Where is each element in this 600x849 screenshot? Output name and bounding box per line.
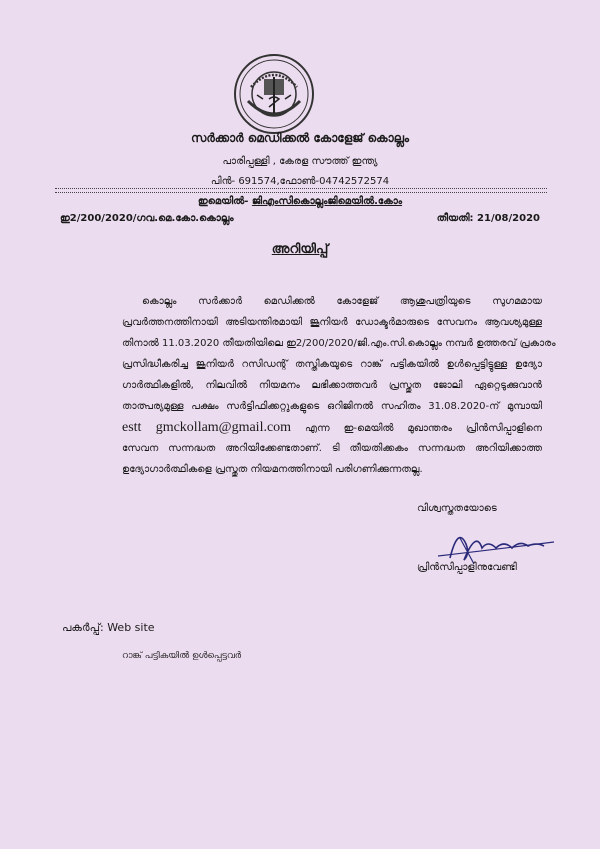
closing-text: വിശ്വസ്തതയോടെ [417,503,497,514]
body-text: എന്ന ഇ-മെയിൽ മുഖാന്തരം പ്രിൻസിപ്പാളിനെ [305,423,542,434]
email-label: ഇമെയിൽ- [197,196,252,207]
copy-label: പകർപ്പ്: Web site [62,621,155,634]
body-line [122,420,542,436]
divider [55,192,547,193]
email-value: ജിഎംസികൊല്ലംജിമെയിൽ.കോം [251,196,403,207]
body-line: പ്രസിദ്ധീകരിച്ച ജൂനിയർ റസിഡന്റ് തസ്തികയുടെ റാങ്ക് പട്ടികയിൽ ഉൾപ്പെട്ടിട്ടുള്ള ഉദ്യോ [122,359,542,370]
divider [55,188,547,189]
notice-title-text: അറിയിപ്പ് [271,242,329,257]
body-line: താത്പര്യമുള്ള പക്ഷം സർട്ടിഫിക്കറ്റുകളുടെ ഒറിജിനൽ സഹിതം 31.08.2020-ന് മുമ്പായി [122,401,542,412]
body-line: തിനാൽ 11.03.2020 തീയതിയിലെ ഇ2/200/2020/ജി.എം.സി.കൊല്ലം നമ്പർ ഉത്തരവ് പ്രകാരം [122,338,556,349]
body-line: പ്രവർത്തനത്തിനായി അടിയന്തിരമായി ജൂനിയർ ഡോക്ടർമാരുടെ സേവനം ആവശ്യമുള്ള [122,317,542,328]
body-line: കൊല്ലം സർക്കാർ മെഡിക്കൽ കോളേജ് ആശുപത്രിയുടെ സുഗമമായ [142,296,542,307]
address-line-2: പിൻ- 691574,ഫോൺ-04742572574 [210,176,390,187]
body-line: ഉദ്യോഗാർത്ഥികളെ പ്രസ്തുത നിയമനത്തിനായി പരിഗണിക്കുന്നതല്ല. [122,464,423,475]
notice-title [0,242,600,257]
body-line: സേവന സന്നദ്ധത അറിയിക്കേണ്ടതാണ്. ടി തീയതിക്കകം സന്നദ്ധത അറിയിക്കാത്ത [122,443,542,454]
handwritten-signature [430,520,560,568]
contact-email[interactable]: estt gmckollam@gmail.com [122,420,292,435]
notice-date: തീയതി: 21/08/2020 [436,213,540,224]
signatory: പ്രിൻസിപ്പാളിനുവേണ്ടി [417,562,517,573]
body-line: ഗാർത്ഥികളിൽ, നിലവിൽ നിയമനം ലഭിക്കാത്തവർ പ്രസ്തുത ജോലി ഏറ്റെടുക്കുവാൻ [122,380,542,391]
college-seal-logo [233,53,315,135]
college-name: സർക്കാർ മെഡിക്കൽ കോളേജ് കൊല്ലം [190,131,409,145]
copy-recipient: റാങ്ക് പട്ടികയിൽ ഉൾപ്പെട്ടവർ [122,651,242,661]
email-line [0,196,600,207]
address-line-1: പാരിപ്പള്ളി , കേരള സൗത്ത് ഇന്ത്യ [222,156,378,167]
reference-number: ഇ2/200/2020/ഗവ.മെ.കോ.കൊല്ലം [60,213,234,224]
